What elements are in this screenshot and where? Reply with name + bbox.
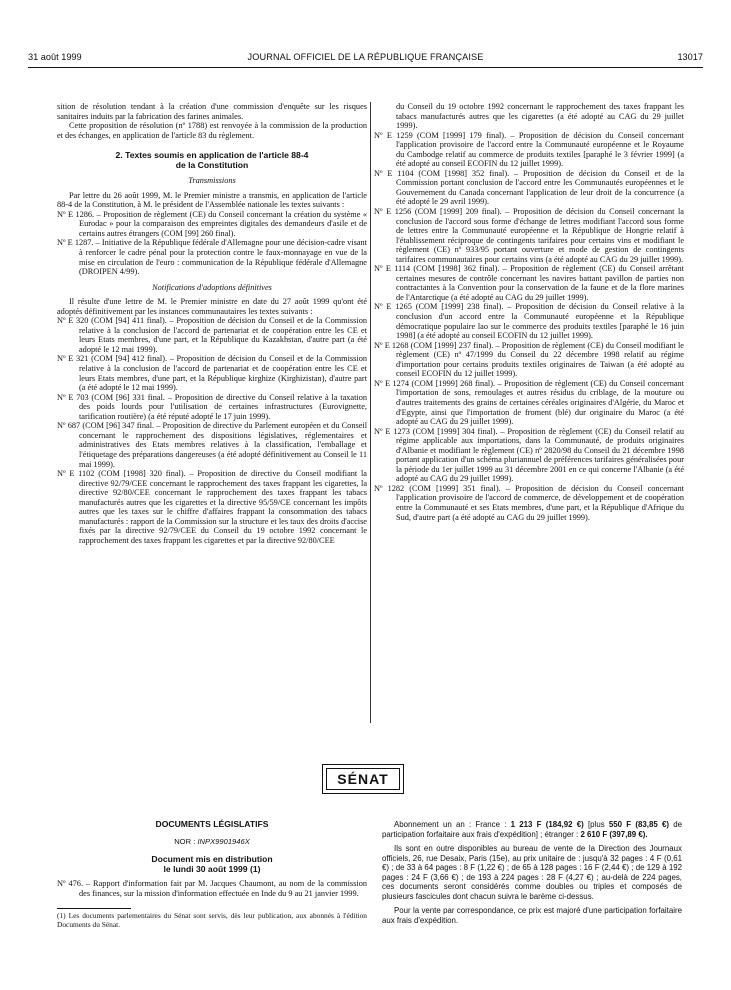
list-item: Nº E 1104 (COM [1998] 352 final). – Proposition de décision du Conseil et de la Commission portant conclusion de l'accord entre les Communautés européennes et le Gouvernement du Canada concernant l'application de leur droit de la concurrence (a été adopté le 29 avril 1999). [374, 168, 684, 207]
distribution-title-line1: Document mis en distribution [151, 854, 273, 865]
column-divider [370, 102, 371, 723]
notifications-intro: Il résulte d'une lettre de M. le Premier ministre en date du 27 août 1999 qu'ont été adoptés définitivement par les instances communautaires les textes suivants : [57, 297, 367, 316]
mail-order-paragraph: Pour la vente par correspondance, ce prix est majoré d'une participation forfaitaire aux frais d'expédition. [382, 906, 682, 925]
subscription-text-c: [plus [583, 820, 609, 829]
referral-paragraph: Cette proposition de résolution (nº 1788) est renvoyée à la commission de la production et des échanges, en application de l'article 83 du règlement. [57, 121, 367, 140]
list-item: Nº E 1265 (COM [1999] 238 final). – Proposition de décision du Conseil relative à la conclusion d'un accord entre la Communauté européenne et la République démocratique populaire lao sur le commerce des produits textiles [paraphé le 16 juin 1998] (a été adopté au conseil ECOFIN du 12 juillet 1999). [374, 302, 684, 341]
documents-legislatifs-block [57, 820, 367, 929]
journal-title: JOURNAL OFFICIEL DE LA RÉPUBLIQUE FRANÇAISE [247, 52, 484, 62]
nor-line [57, 837, 367, 847]
section-title-line2: de la Constitution [175, 160, 249, 171]
right-column [374, 102, 684, 522]
intro-paragraph: sition de résolution tendant à la création d'une commission d'enquête sur les risques sanitaires induits par la fabrication des farines animales. [57, 102, 367, 121]
subscription-block [382, 820, 682, 925]
list-item: Nº E 1259 (COM [1999] 179 final). – Proposition de décision du Conseil concernant l'application provisoire de l'accord entre la Communauté européenne et le Royaume du Cambodge relatif au commerce de produits textiles [paraphé le 3 février 1999] (a été adopté au conseil ECOFIN du 12 juillet 1999). [374, 130, 684, 169]
list-item: Nº E 703 (COM [96] 331 final. – Proposition de directive du Conseil relative à la taxation des poids lourds pour l'utilisation de certaines infrastructures (Eurovignette, tarification routière) (a été réputé adopté le 17 juin 1999). [57, 392, 367, 421]
distribution-title-line2: le lundi 30 août 1999 (1) [163, 864, 261, 875]
list-item: Nº E 1268 (COM [1999] 237 final). – Proposition de règlement (CE) du Conseil modifiant le règlement (CE) nº 47/1999 du Conseil du 22 décembre 1998 relatif au régime d'importation pour certains produits textiles originaires de Taiwan (a été adopté au conseil ECOFIN du 12 juillet 1999). [374, 340, 684, 379]
list-item: Nº E 1286. – Proposition de règlement (CE) du Conseil concernant la création du système « Eurodac » pour la comparaison des empreintes digitales des demandeurs d'asile et de certains autres étrangers (COM [99] 260 final). [57, 209, 367, 238]
list-item: Nº E 320 (COM [94] 411 final). – Proposition de décision du Conseil et de la Commission relative à la conclusion de l'accord de partenariat et de coopération entre les CE et leurs Etats membres, d'une part, et la République du Kazakhstan, d'autre part (a été adopté le 12 mai 1999). [57, 316, 367, 354]
subscription-text-e: de participation forfaitaire aux frais d'expédition] ; étranger : [382, 820, 682, 839]
list-item: Nº E 1114 (COM [1998] 362 final). – Proposition de règlement (CE) du Conseil arrêtant certaines mesures de contrôle concernant les navires battant pavillon de parties non contractantes à la Convention pour la conservation de la faune et de la flore marines de l'Antarctique (a été adopté au CAG du 29 juillet 1999). [374, 264, 684, 302]
distribution-title [57, 854, 367, 874]
list-item: Nº 1282 (COM [1999] 351 final). – Proposition de décision du Conseil concernant l'application provisoire de l'accord de commerce, de développement et de coopération entre la Communauté et ses Etats membres, d'une part, et la République d'Afrique du Sud, d'autre part (a été adopté au CAG du 29 juillet 1999). [374, 483, 684, 522]
senat-heading: SÉNAT [326, 768, 400, 790]
left-column [57, 102, 367, 545]
list-item: Nº E 1274 (COM [1999] 268 final). – Proposition de règlement (CE) du Conseil concernant l'importation de sons, remoulages et autres résidus du criblage, de la mouture ou d'autres traitements des grains de certaines céréales originaires d'Algérie, du Maroc et d'Egypte, ainsi que l'importation de froment (blé) dur originaire du Maroc (a été adopté au CAG du 29 juillet 1999). [374, 378, 684, 427]
list-item: Nº 476. – Rapport d'information fait par M. Jacques Chaumont, au nom de la commission des finances, sur la mission d'information effectuée en Inde du 9 au 21 janvier 1999. [57, 879, 367, 898]
list-item: Nº 687 (COM [96] 347 final. – Proposition de directive du Parlement européen et du Conseil concernant le rapprochement des dispositions législatives, réglementaires et administratives des Etats membres relatives à la classification, l'emballage et l'étiquetage des préparations dangereuses (a été adopté définitivement au Conseil le 11 mai 1999). [57, 421, 367, 469]
footnote: (1) Les documents parlementaires du Sénat sont servis, dès leur publication, aux abonnés à l'édition Documents du Sénat. [57, 911, 367, 929]
list-item: Nº E 321 (COM [94] 412 final). – Proposition de décision du Conseil et de la Commission relative à la conclusion de l'accord de partenariat et de coopération entre les CE et leurs Etats membres, d'une part, et la République kirghize (Kirghizistan), d'autre part (a été adopté le 12 mai 1999). [57, 354, 367, 393]
list-item: Nº E 1256 (COM [1999] 209 final). – Proposition de décision du Conseil concernant la conclusion de l'accord sous forme d'échange de lettres modifiant l'accord sous forme de lettres entre la Communauté européenne et la République de Hongrie relatif à l'établissement réciproque de contingents tarifaires pour certains vins et modifiant le règlement (CE) nº 933/95 portant ouverture et mode de gestion de contingents tarifaires communautaires pour certains vins (a été adopté au CAG du 29 juillet 1999). [374, 207, 684, 264]
list-item: Nº E 1102 (COM [1998] 320 final). – Proposition de directive du Conseil modifiant la directive 92/79/CEE concernant le rapprochement des taxes frappant les cigarettes, la directive 92/80/CEE concernant le rapprochement des taxes frappant les tabacs manufacturés autres que les cigarettes et la directive 95/59/CE concernant les impôts autres que les taxes sur le chiffre d'affaires frappant la consommation des tabacs manufacturés : rapport de la Commission sur la structure et les taux des droits d'accise fixés par la directive 92/79/CEE du Conseil du 19 octobre 1992 concernant le rapprochement des taxes frappant les cigarettes et par la directive 92/80/CEE [57, 469, 367, 545]
transmissions-intro: Par lettre du 26 août 1999, M. le Premier ministre a transmis, en application de l'article 88-4 de la Constitution, à M. le président de l'Assemblée nationale les textes suivants : [57, 190, 367, 210]
list-item: Nº E 1287. – Initiative de la République fédérale d'Allemagne pour une décision-cadre visant à renforcer le cadre pénal pour la protection contre le faux-monnayage en vue de la mise en circulation de l'euro : communication de la République fédérale d'Allemagne (DROIPEN 4/99). [57, 238, 367, 277]
header-rule [28, 67, 703, 68]
france-price: 1 213 F (184,92 €) [510, 820, 584, 829]
shipping-price: 550 F (83,85 €) [608, 820, 669, 829]
header-date: 31 août 1999 [28, 52, 82, 62]
subscription-paragraph [382, 820, 682, 839]
section-title-line1: 2. Textes soumis en application de l'article 88-4 [115, 150, 309, 161]
continuation-paragraph: du Conseil du 19 octobre 1992 concernant le rapprochement des taxes frappant les tabacs manufacturés autres que les cigarettes (a été adopté au CAG du 29 juillet 1999). [396, 102, 684, 131]
nor-value: INPX9901946X [197, 836, 250, 846]
transmissions-heading: Transmissions [188, 176, 236, 186]
section-title [57, 150, 367, 170]
availability-paragraph: Ils sont en outre disponibles au bureau de vente de la Direction des Journaux officiels, 26, rue Desaix, Paris (15e), au prix unitaire de : jusqu'à 32 pages : 4 F (0,61 €) ; de 33 à 64 pages : 8 F (1,22 €) ; de 65 à 128 pages : 16 F (2,44 €) ; de 129 à 192 pages : 24 F (3,66 €) ; de 193 à 224 pages : 28 F (4,27 €) ; au-delà de 224 pages, ces documents seront considérés comme doubles ou triples et composés de plusieurs fascicules dont chacun suivra le barème ci-dessus. [382, 844, 682, 901]
subscription-text-a: Abonnement un an : France : [394, 820, 511, 829]
list-item: Nº E 1273 (COM [1999] 304 final). – Proposition de règlement (CE) du Conseil relatif au régime applicable aux importations, dans la Communauté, de produits originaires d'Albanie et modifiant le règlement (CE) nº 2820/98 du Conseil du 21 décembre 1998 portant application d'un schéma pluriannuel de préférences tarifaires généralisées pour la période du 1er juillet 1999 au 31 décembre 2001 en ce qui concerne l'Albanie (a été adopté au CAG du 29 juillet 1999). [374, 426, 684, 484]
documents-title: DOCUMENTS LÉGISLATIFS [155, 819, 269, 829]
page-header [28, 52, 703, 68]
notifications-heading: Notifications d'adoptions définitives [152, 282, 272, 292]
foreign-price: 2 610 F (397,89 €). [580, 829, 648, 839]
nor-label: NOR : [174, 836, 196, 846]
page-number: 13017 [677, 52, 703, 62]
footnote-rule [57, 908, 131, 909]
